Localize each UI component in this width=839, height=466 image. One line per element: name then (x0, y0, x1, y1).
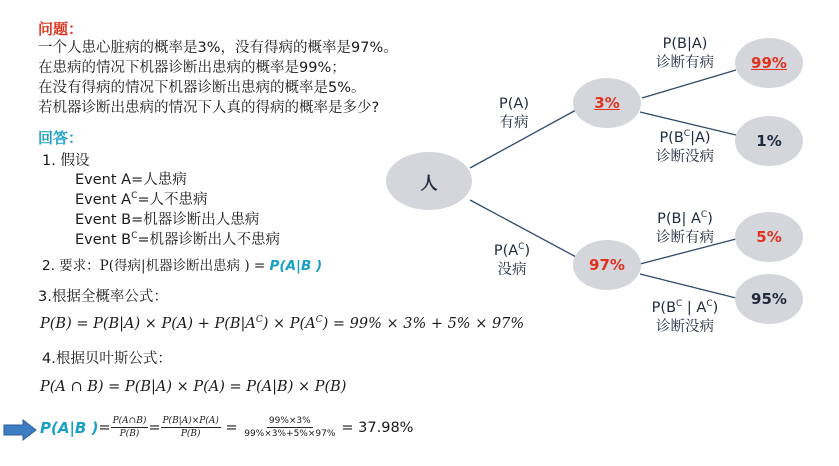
node-ac: 97% (573, 240, 641, 290)
branch-a-to-leaf1 (642, 70, 736, 98)
step2-expr: P(得病|机器诊断出患病 ) = (99, 258, 270, 274)
label-leaf-2: $P(B^C|A)$ 诊断没病 (656, 129, 714, 165)
label-leaf-3: P(B| $A^C$) 诊断有病 (656, 210, 714, 246)
leaf-3: 5% (735, 212, 803, 262)
label-leaf-4: $P(B^C$ | $A^C$) 诊断没病 (651, 299, 719, 335)
question-line-1: 一个人患心脏病的概率是3%，没有得病的概率是97%。 (38, 40, 398, 56)
leaf-1: 99% (735, 38, 803, 88)
final-result: = 37.98% (341, 419, 414, 436)
question-heading: 问题： (38, 20, 84, 38)
answer-heading: 回答： (38, 129, 84, 147)
step2-target: P(A|B ) (269, 258, 323, 274)
question-line-3: 在没有得病的情况下机器诊断出患病的概率是5%。 (38, 80, 366, 96)
question-line-4: 若机器诊断出患病的情况下人真的得病的概率是多少? (38, 100, 380, 116)
total-probability-formula: $P(B) = P(B|A) \times P(A) + P(B|A^C) \times P(A^C) = 99\% \times 3\% + 5\% \times 97\%$ (40, 315, 525, 332)
fraction-2: $\frac{P(B|A)\times P(A)}{P(B)}$ (162, 416, 219, 439)
step4-title: 4.根据贝叶斯公式： (42, 351, 172, 367)
event-bc: Event $B^C=$机器诊断出人不患病 (75, 231, 281, 248)
node-a: 3% (573, 78, 641, 128)
bayes-formula: P(A ∩ B) = P(B|A) × P(A) = P(A|B) × P(B) (40, 379, 347, 395)
event-ac: Event $A^C=$人不患病 (75, 191, 208, 208)
question-line-2: 在患病的情况下机器诊断出患病的概率是99%； (38, 60, 346, 76)
final-formula: P(A|B ) = $\frac{P(A\cap B)}{P(B)}$ = $\frac{P(B|A)\times P(A)}{P(B)}$ = $\frac{99\%\times 3\%}{99\%\times 3\%+5\%\times 97\%}$ = 37.98% (40, 416, 414, 439)
event-b: Event B=机器诊断出人患病 (75, 212, 260, 228)
step1-title: 1. 假设 (42, 153, 90, 169)
label-branch-a: P(A) 有病 (499, 96, 529, 131)
fraction-1: $\frac{P(A\cap B)}{P(B)}$ (112, 416, 147, 439)
step2-prefix: 2. 要求： (42, 258, 100, 274)
leaf-2: 1% (735, 116, 803, 166)
step3-title: 3.根据全概率公式： (38, 289, 168, 305)
leaf-4: 95% (735, 274, 803, 324)
label-leaf-1: P(B|A) 诊断有病 (656, 36, 714, 71)
fraction-3: $\frac{99\%\times 3\%}{99\%\times 3\%+5\%\times 97\%}$ (244, 416, 336, 439)
label-branch-ac: $P(A^C)$ 没病 (493, 242, 531, 278)
root-node: 人 (386, 152, 472, 210)
event-a: Event A=人患病 (75, 172, 187, 188)
final-target: P(A|B ) (40, 418, 99, 437)
